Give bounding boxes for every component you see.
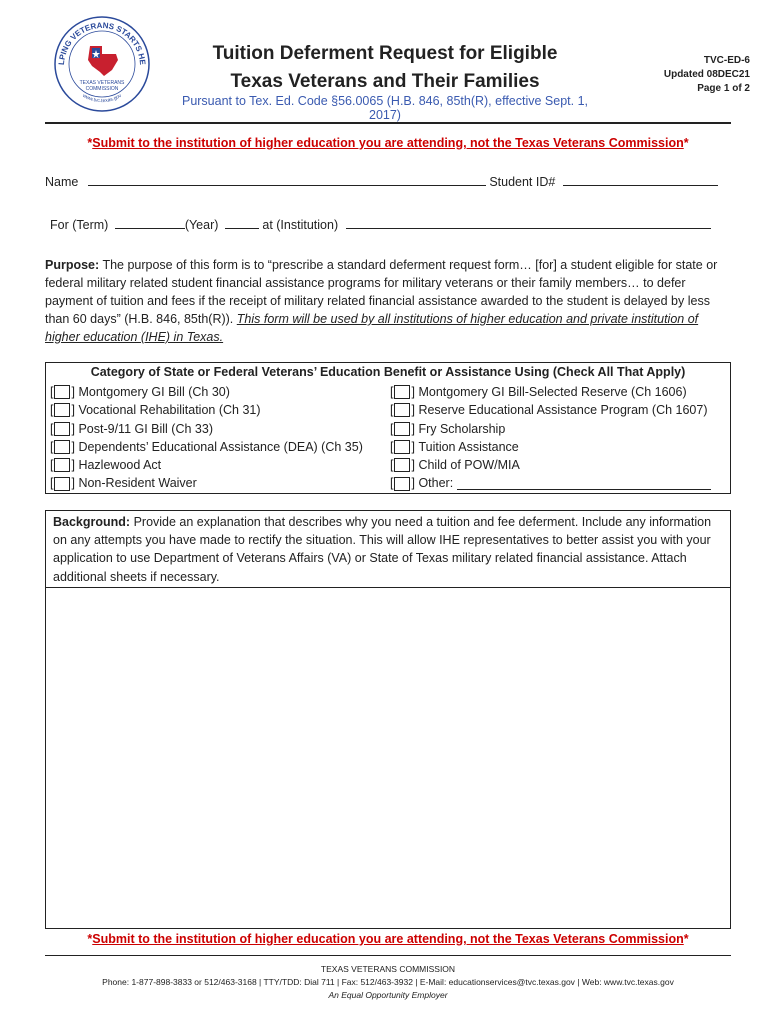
term-label: For (Term) <box>50 218 109 232</box>
student-id-label: Student ID# <box>489 175 556 189</box>
form-subtitle: Pursuant to Tex. Ed. Code §56.0065 (H.B. 846, 85th(R), effective Sept. 1, 2017) <box>181 94 589 122</box>
benefit-item: [ ] Vocational Rehabilitation (Ch 31) <box>50 401 363 419</box>
benefit-list-left <box>50 383 363 493</box>
year-field[interactable] <box>225 216 259 229</box>
benefit-item: [ ] Reserve Educational Assistance Program (Ch 1607) <box>390 401 711 419</box>
name-row <box>45 173 718 189</box>
title-line-1: Tuition Deferment Request for Eligible <box>212 43 558 64</box>
background-explanation-area[interactable] <box>46 589 730 928</box>
background-text: Provide an explanation that describes why you need a tuition and fee deferment. Include any information on any attempts you have made to rectify the situation. This will allow IHE representatives to better assist you with your application to use Department of Veterans Affairs (VA) or State of Texas military related financial assistance. Attach additional sheets if necessary. <box>53 515 712 584</box>
checkbox[interactable] <box>394 440 410 454</box>
purpose-emphasis: This form will be used by all institutions of higher education and private institution of higher education (IHE) in Texas. <box>45 312 699 344</box>
form-updated: Updated 08DEC21 <box>663 69 750 80</box>
footer-divider <box>45 955 731 956</box>
svg-text:TEXAS VETERANS: TEXAS VETERANS <box>79 80 125 86</box>
benefit-item: [ ] Dependents’ Educational Assistance (DEA) (Ch 35) <box>50 438 363 456</box>
checkbox[interactable] <box>394 477 410 491</box>
header-divider <box>45 122 731 124</box>
checkbox[interactable] <box>54 458 70 472</box>
checkbox[interactable] <box>54 477 70 491</box>
benefit-item: [ ] Montgomery GI Bill-Selected Reserve (Ch 1606) <box>390 383 711 401</box>
benefit-item: [ ] Fry Scholarship <box>390 420 711 438</box>
background-label: Background: <box>53 515 131 529</box>
benefit-label: Montgomery GI Bill-Selected Reserve (Ch 1606) <box>418 385 687 399</box>
institution-label: at (Institution) <box>262 218 339 232</box>
benefit-label: Tuition Assistance <box>418 439 519 454</box>
benefit-item: [ ] Non-Resident Waiver <box>50 474 363 492</box>
checkbox[interactable] <box>394 458 410 472</box>
benefit-label: Vocational Rehabilitation (Ch 31) <box>78 403 261 418</box>
benefit-label: Post-9/11 GI Bill (Ch 33) <box>78 421 213 436</box>
other-field[interactable] <box>457 477 711 490</box>
title-line-2: Texas Veterans and Their Families <box>230 71 540 92</box>
term-row <box>50 216 711 232</box>
institution-field[interactable] <box>346 216 711 229</box>
benefit-item: [ ] Other: <box>390 474 711 492</box>
student-id-field[interactable] <box>563 173 718 186</box>
benefit-list-right <box>390 383 711 493</box>
notice-text: Submit to the institution of higher education you are attending, not the Texas Veterans Commission <box>92 136 684 150</box>
svg-text:COMMISSION: COMMISSION <box>85 86 119 92</box>
submission-notice-bottom <box>45 932 731 946</box>
benefit-item: [ ] Hazlewood Act <box>50 456 363 474</box>
submission-notice-top <box>45 136 731 150</box>
benefit-label: Other: <box>418 476 454 491</box>
benefit-item: [ ] Child of POW/MIA <box>390 456 711 474</box>
checkbox[interactable] <box>394 385 410 399</box>
svg-text:www.tvc.texas.gov: www.tvc.texas.gov <box>81 92 123 105</box>
checkbox[interactable] <box>54 440 70 454</box>
texas-veterans-commission-logo <box>52 14 152 114</box>
background-instructions <box>53 513 725 586</box>
benefit-label: Dependents’ Educational Assistance (DEA) (Ch 35) <box>78 439 363 454</box>
term-field[interactable] <box>115 216 185 229</box>
checkbox[interactable] <box>394 422 410 436</box>
notice-star-end: * <box>683 136 689 150</box>
notice-star: * <box>87 136 93 150</box>
form-title <box>165 40 605 96</box>
checkbox[interactable] <box>394 403 410 417</box>
checkbox[interactable] <box>54 385 70 399</box>
form-id-block <box>640 54 750 96</box>
checkbox[interactable] <box>54 403 70 417</box>
benefit-label: Reserve Educational Assistance Program (Ch 1607) <box>418 403 708 418</box>
background-divider <box>45 587 731 588</box>
benefit-label: Child of POW/MIA <box>418 458 520 473</box>
purpose-text: The purpose of this form is to “prescribe a standard deferment request form… [for] a student eligible for state or federal military related student financial assistance programs for military veterans or their family members… to defer payment of tuition and fees if the receipt of military related financial assistance awarded to the student is delayed by less than 60 days” (H.B. 846, 85th(R)). <box>45 258 718 326</box>
notice-star: * <box>87 932 93 946</box>
page-indicator: Page 1 of 2 <box>697 83 750 94</box>
benefit-item: [ ] Tuition Assistance <box>390 438 711 456</box>
svg-text:HELPING VETERANS STARTS HERE: LPING VETERANS STARTS HE <box>56 20 148 66</box>
purpose-label: Purpose: <box>45 258 100 272</box>
name-label: Name <box>45 175 79 189</box>
benefit-item: [ ] Post-9/11 GI Bill (Ch 33) <box>50 420 363 438</box>
name-field[interactable] <box>88 173 486 186</box>
benefit-label: Fry Scholarship <box>418 421 506 436</box>
footer-org: TEXAS VETERANS COMMISSION <box>320 964 456 974</box>
notice-text: Submit to the institution of higher education you are attending, not the Texas Veterans Commission <box>92 932 684 946</box>
checkbox[interactable] <box>54 422 70 436</box>
form-id: TVC-ED-6 <box>703 55 750 66</box>
benefit-label: Hazlewood Act <box>78 458 162 473</box>
benefit-item: [ ] Montgomery GI Bill (Ch 30) <box>50 383 363 401</box>
benefit-label: Montgomery GI Bill (Ch 30) <box>78 385 230 399</box>
benefit-label: Non-Resident Waiver <box>78 476 197 491</box>
purpose-paragraph <box>45 256 725 346</box>
year-label: (Year) <box>184 218 219 232</box>
footer-equal-opportunity: An Equal Opportunity Employer <box>328 990 448 1000</box>
footer-contact: Phone: 1-877-898-3833 or 512/463-3168 | TTY/TDD: Dial 711 | Fax: 512/463-3932 | E-Mail: educationservices@tvc.texas.gov | Web: www.tvc.texas.gov <box>102 977 674 987</box>
benefit-category-title: Category of State or Federal Veterans’ Education Benefit or Assistance Using (Check All That Apply) <box>90 365 686 379</box>
notice-star-end: * <box>683 932 689 946</box>
